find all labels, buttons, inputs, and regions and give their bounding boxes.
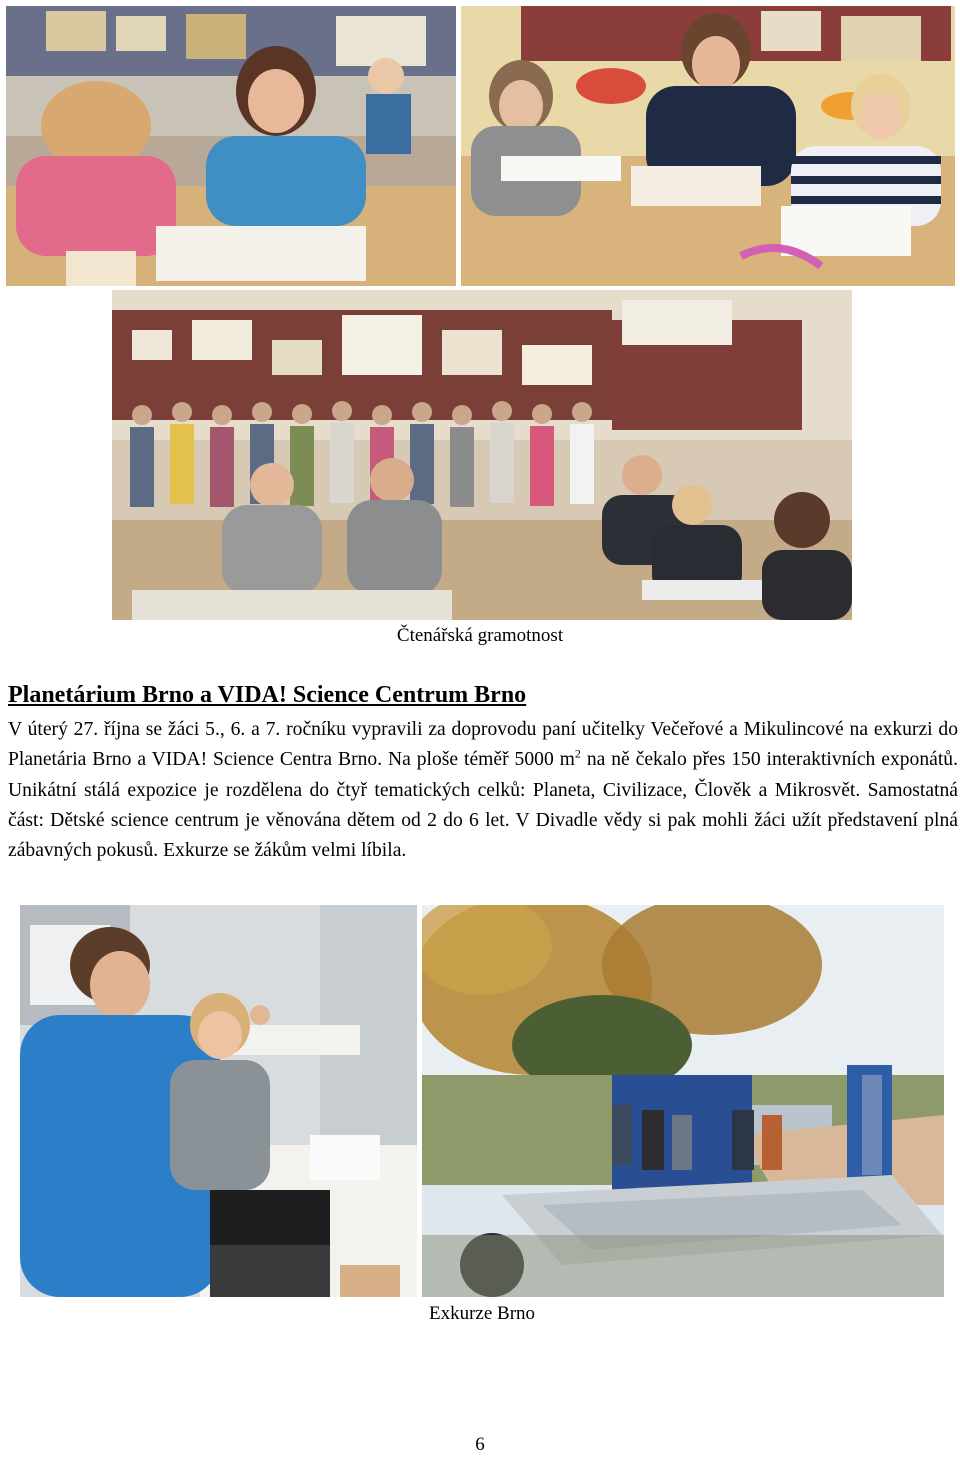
superscript-2: 2: [574, 746, 581, 761]
caption-trip: Exkurze Brno: [428, 1303, 536, 1324]
body-text-part-2: na ně čekalo přes 150 interaktivních exponátů. Unikátní stálá expozice je rozdělena do čtyř tematických celků: Planeta, Civilizace, Člověk a Mikrosvět. Samostatná část: Dětské science centrum je věnována dětem od 2 do 6 let. V Divadle vědy si pak mohli žáci užít představení plná zábavných pokusů. Exkurze se žákům velmi líbila.: [8, 749, 958, 862]
photo-classroom-group: [112, 290, 852, 620]
body-text-part-1: V úterý 27. října se žáci 5., 6. a 7. ročníku vypravili za doprovodu paní učitelky Večeřové a Mikulincové na exkurzi do Planetária Brno a VIDA! Science Centra Brno. Na ploše téměř 5000 m: [8, 719, 958, 771]
caption-reading: Čtenářská gramotnost: [396, 625, 564, 646]
photo-reading-girls: [6, 6, 456, 286]
page-number: 6: [475, 1434, 485, 1455]
article-body: [8, 715, 958, 866]
photo-planetarium-outdoor: [422, 905, 944, 1297]
photo-vida-exhibit: [20, 905, 417, 1297]
photo-drawing-kids: [461, 6, 955, 286]
article-heading: Planetárium Brno a VIDA! Science Centrum Brno: [8, 682, 527, 708]
